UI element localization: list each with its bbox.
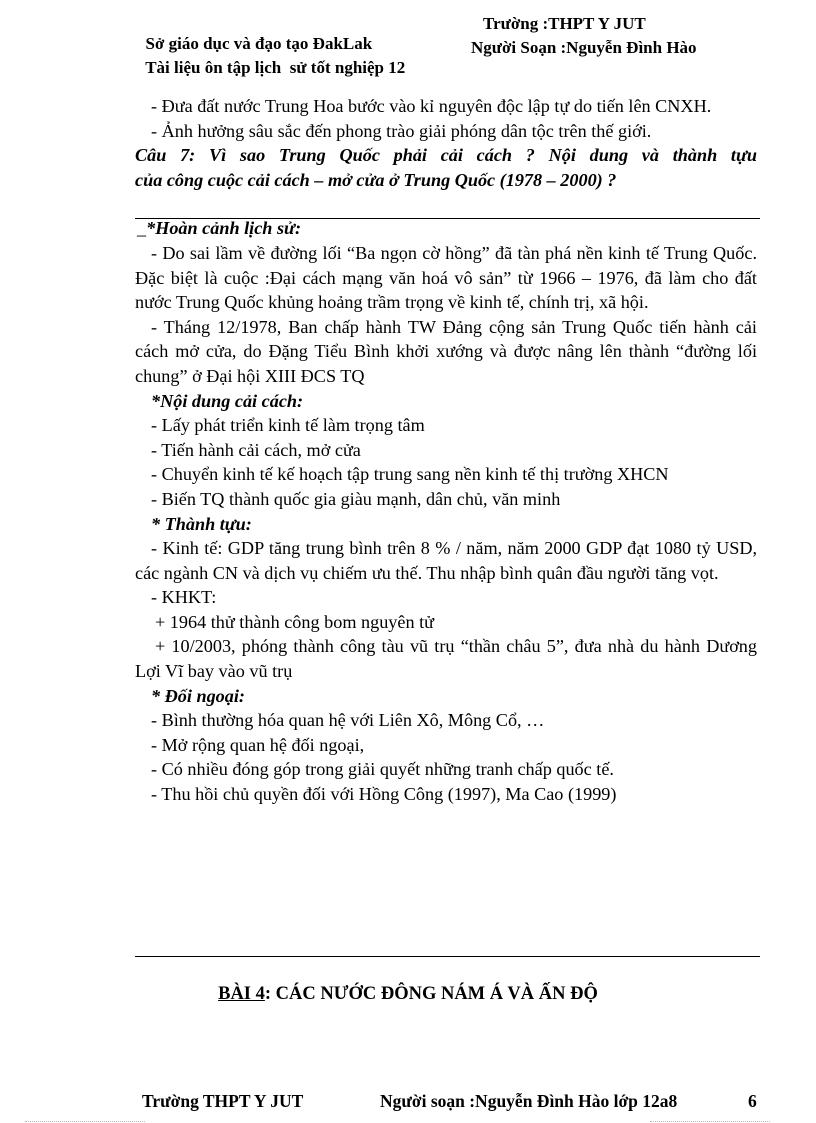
header-author: Người Soạn :Nguyễn Đình Hào — [471, 38, 697, 57]
foreign-item: - Bình thường hóa quan hệ với Liên Xô, Mông Cổ, … — [151, 710, 545, 731]
context-heading-text: *Hoàn cảnh lịch sử: — [146, 218, 301, 239]
achievement-khkt: - KHKT: — [151, 587, 217, 608]
intro-item: - Ảnh hưởng sâu sắc đến phong trào giải phóng dân tộc trên thế giới. — [151, 120, 652, 141]
achievement-khkt-item: + 10/2003, phóng thành công tàu vũ trụ “thần châu 5”, đưa nhà du hành Dương Lợi Vĩ bay vào vũ trụ — [135, 636, 757, 682]
header-department: Sở giáo dục và đạo tạo ĐakLak — [145, 34, 373, 53]
content-item: - Chuyển kinh tế kế hoạch tập trung sang nền kinh tế thị trường XHCN — [151, 464, 669, 485]
lesson-title-text: : CÁC NƯỚC ĐÔNG NÁM Á VÀ ẤN ĐỘ — [264, 984, 598, 1004]
content-item: - Tiến hành cải cách, mở cửa — [151, 439, 361, 460]
achievement-khkt-item: + 1964 thử thành công bom nguyên tử — [155, 611, 435, 632]
achievement-heading: * Thành tựu: — [151, 513, 252, 534]
foreign-item: - Mở rộng quan hệ đối ngoại, — [151, 734, 365, 755]
context-heading-prefix: _ — [137, 218, 147, 239]
lesson-title — [0, 984, 816, 1005]
question-title-line-1: Câu 7: Vì sao Trung Quốc phải cải cách ? Nội dung và thành tựu — [135, 145, 757, 166]
footer-dotted-line — [650, 1121, 770, 1122]
foreign-item: - Thu hồi chủ quyền đối với Hồng Công (1997), Ma Cao (1999) — [151, 784, 617, 805]
achievement-economy: - Kinh tế: GDP tăng trung bình trên 8 % / năm, năm 2000 GDP đạt 1080 tỷ USD, các ngành CN và dịch vụ chiếm ưu thế. Thu nhập bình quân đầu người tăng vọt. — [135, 538, 757, 583]
header-school: Trường :THPT Y JUT — [483, 14, 646, 33]
footer-school: Trường THPT Y JUT — [142, 1091, 304, 1111]
header-doc-title: Tài liệu ôn tập lịch sử tốt nghiệp 12 — [145, 58, 406, 77]
context-paragraph: - Do sai lầm về đường lối “Ba ngọn cờ hồng” đã tàn phá nền kinh tế Trung Quốc. Đặc biệt là cuộc :Đại cách mạng văn hoá vô sản” từ 1966 – 1976, đã làm cho đất nước Trung Quốc khủng hoảng trầm trọng về kinh tế, chính trị, xã hội. — [135, 242, 757, 313]
header-line-2 — [137, 38, 697, 98]
content-item: - Biến TQ thành quốc gia giàu mạnh, dân chủ, văn minh — [151, 488, 561, 509]
page-number: 6 — [748, 1091, 757, 1111]
content-heading: *Nội dung cải cách: — [151, 390, 304, 411]
foreign-item: - Có nhiều đóng góp trong giải quyết những tranh chấp quốc tế. — [151, 759, 614, 780]
intro-item: - Đưa đất nước Trung Hoa bước vào kỉ nguyên độc lập tự do tiến lên CNXH. — [151, 96, 712, 116]
context-heading — [135, 216, 757, 241]
footer-author: Người soạn :Nguyễn Đình Hào lớp 12a8 — [380, 1091, 678, 1111]
content-item: - Lấy phát triển kinh tế làm trọng tâm — [151, 415, 425, 436]
question-title-line-2: của công cuộc cải cách – mở cửa ở Trung Quốc (1978 – 2000) ? — [135, 169, 617, 190]
foreign-heading: * Đối ngoại: — [151, 685, 245, 706]
lesson-label: BÀI 4 — [218, 984, 265, 1004]
section-divider — [135, 956, 760, 957]
question-underline — [135, 218, 760, 219]
footer-dotted-line — [25, 1121, 145, 1122]
context-paragraph: - Tháng 12/1978, Ban chấp hành TW Đảng cộng sản Trung Quốc tiến hành cải cách mở cửa, do Đặng Tiểu Bình khởi xướng và được nâng lên thành “đường lối chung” ở Đại hội XIII ĐCS TQ — [135, 316, 757, 386]
document-body — [135, 94, 757, 807]
